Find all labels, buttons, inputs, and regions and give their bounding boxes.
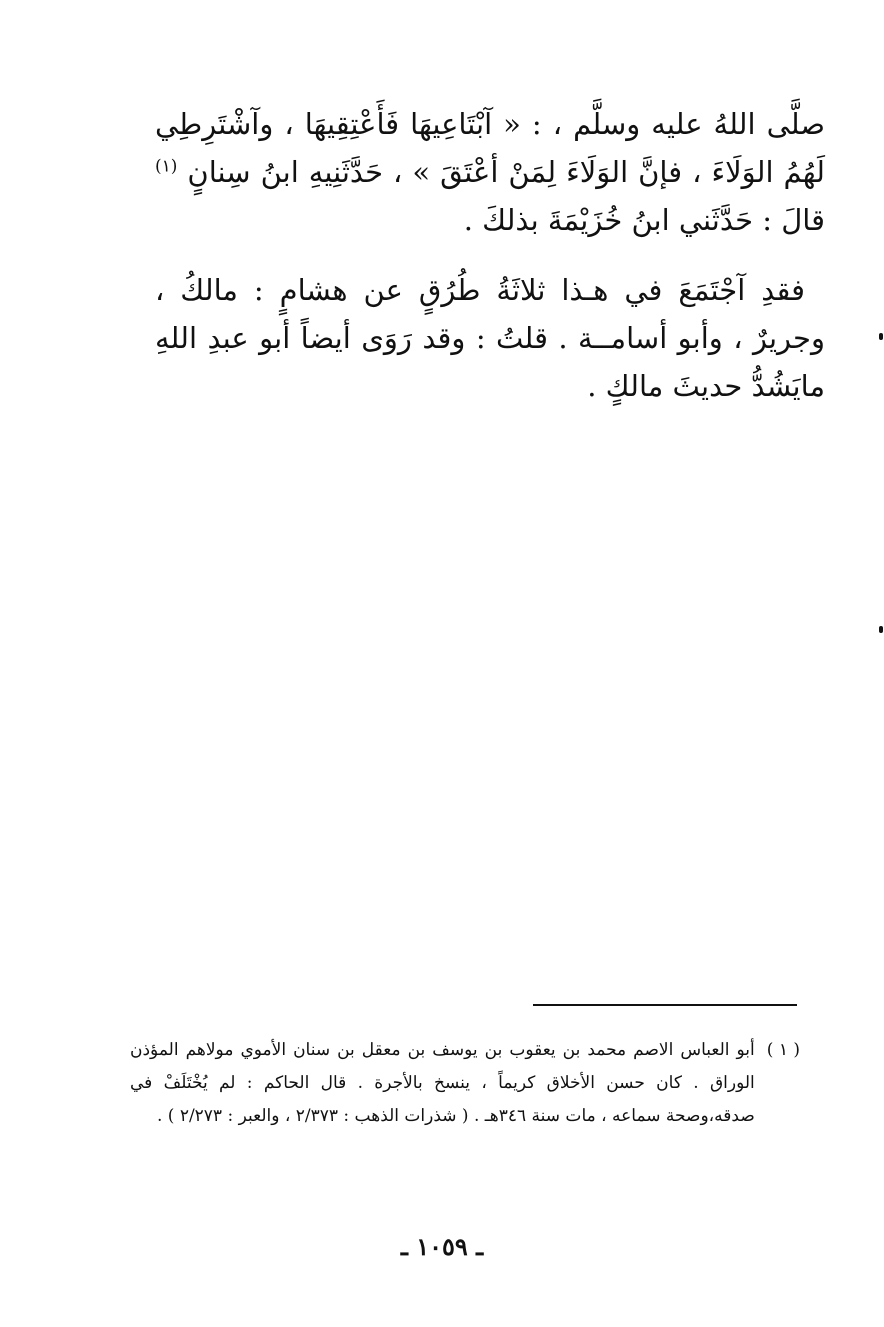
footnote-text: أبو العباس الاصم محمد بن يعقوب بن يوسف بن معقل بن سنان الأموي مولاهم المؤذن الوراق . كان حسن الأخلاق كريماً ، ينسخ بالأجرة . قال الحاكم : لم يُخْتَلَفْ في صدقه،وصحة سماعه ، مات سنة ٣٤٦هـ . ( شذرات الذهب : ٢/٣٧٣ ، والعبر : ٢/٢٧٣ ) . [130,1040,755,1126]
paragraph-1 [155,100,825,244]
paragraph-1-part-1: صلَّى اللهُ عليه وسلَّم ، : « آبْتَاعِيهَا فَأَعْتِقِيهَا ، وآشْتَرِطِي لَهُمُ الوَلَاءَ ، فإنَّ الوَلَاءَ لِمَنْ أعْتَقَ » ، حَدَّثَنِيهِ ابنُ سِنانٍ [155,107,825,189]
footnote-number: ( ١ ) [766,1040,800,1060]
footnote-divider [533,1004,797,1006]
footnote [130,1034,800,1133]
main-text [155,100,825,410]
page-number: ـ ١٠٥٩ ـ [400,1232,484,1261]
paragraph-1-part-2: قالَ : حَدَّثَني ابنُ خُزَيْمَةَ بذلكَ . [463,203,825,237]
paragraph-2 [155,266,825,410]
paragraph-2-text: فقدِ آجْتَمَعَ في هـذا ثلاثَةُ طُرُقٍ عن هشامٍ : مالكُ ، وجريرٌ ، وأبو أسامــة . قلتُ : وقد رَوَى أيضاً أبو عبدِ اللهِ مايَشُدُّ حديثَ مالكٍ . [155,273,825,403]
scan-edge-mark [879,333,883,340]
footnote-reference-marker: (١) [155,156,178,177]
scan-edge-mark [879,626,883,633]
